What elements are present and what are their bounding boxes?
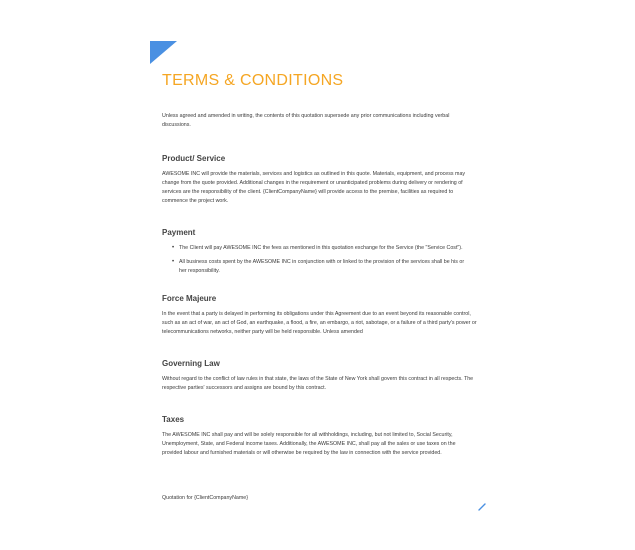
section-governing-law	[162, 359, 477, 393]
bullet-item: • The Client will pay AWESOME INC the fees as mentioned in this quotation exchange for the Service (the "Service Cost").	[179, 244, 477, 253]
bullet-item: • All business costs spent by the AWESOME INC in conjunction with or linked to the provision of the services shall be his or her responsibility.	[179, 258, 477, 276]
section-heading: Product/ Service	[162, 154, 226, 163]
corner-triangle-icon	[150, 41, 177, 64]
corner-slash-icon	[478, 503, 486, 511]
footer-quotation-label: Quotation for {ClientCompanyName}	[162, 495, 248, 501]
section-heading: Payment	[162, 228, 196, 237]
section-heading: Governing Law	[162, 359, 220, 368]
document-content	[162, 112, 477, 480]
section-body: AWESOME INC will provide the materials, services and logistics as outlined in this quote. Materials, equipment, and process may change from the quote provided. Additional changes in the requirement or unanticipated problems during delivery or rendering of services are the responsibility of the client. {ClientCompanyName} will provide access to the premise, facilities as required to commence the project work.	[162, 171, 466, 204]
bullet-list	[162, 244, 477, 276]
section-force-majeure	[162, 294, 477, 337]
section-body: The AWESOME INC shall pay and will be solely responsible for all withholdings, including, but not limited to, Social Security, Unemployment, State, and Federal income taxes. Additionally, the AWESOME INC, shall pay all the sales or use taxes on the provided labour and furnished materials or will otherwise be required by the law in connection with the service provided.	[162, 432, 456, 456]
section-payment	[162, 228, 477, 276]
page-title: TERMS & CONDITIONS	[162, 71, 344, 89]
section-body: In the event that a party is delayed in performing its obligations under this Agreement due to an event beyond its reasonable control, such as an act of war, an act of God, an earthquake, a flood, a fire, an embargo, a riot, sabotage, or a failure of a third party's power or telecommunications networks, neither party will be held responsible. Unless amended	[162, 311, 477, 335]
section-product-service	[162, 154, 477, 206]
section-heading: Force Majeure	[162, 294, 217, 303]
section-heading: Taxes	[162, 415, 185, 424]
intro-paragraph: Unless agreed and amended in writing, the contents of this quotation supersede any prior communications including verbal discussions.	[162, 113, 450, 128]
section-taxes	[162, 415, 477, 458]
section-body: Without regard to the conflict of law rules in that state, the laws of the State of New York shall govern this contract in all respects. The respective parties' successors and assigns are bound by this contract.	[162, 376, 474, 391]
